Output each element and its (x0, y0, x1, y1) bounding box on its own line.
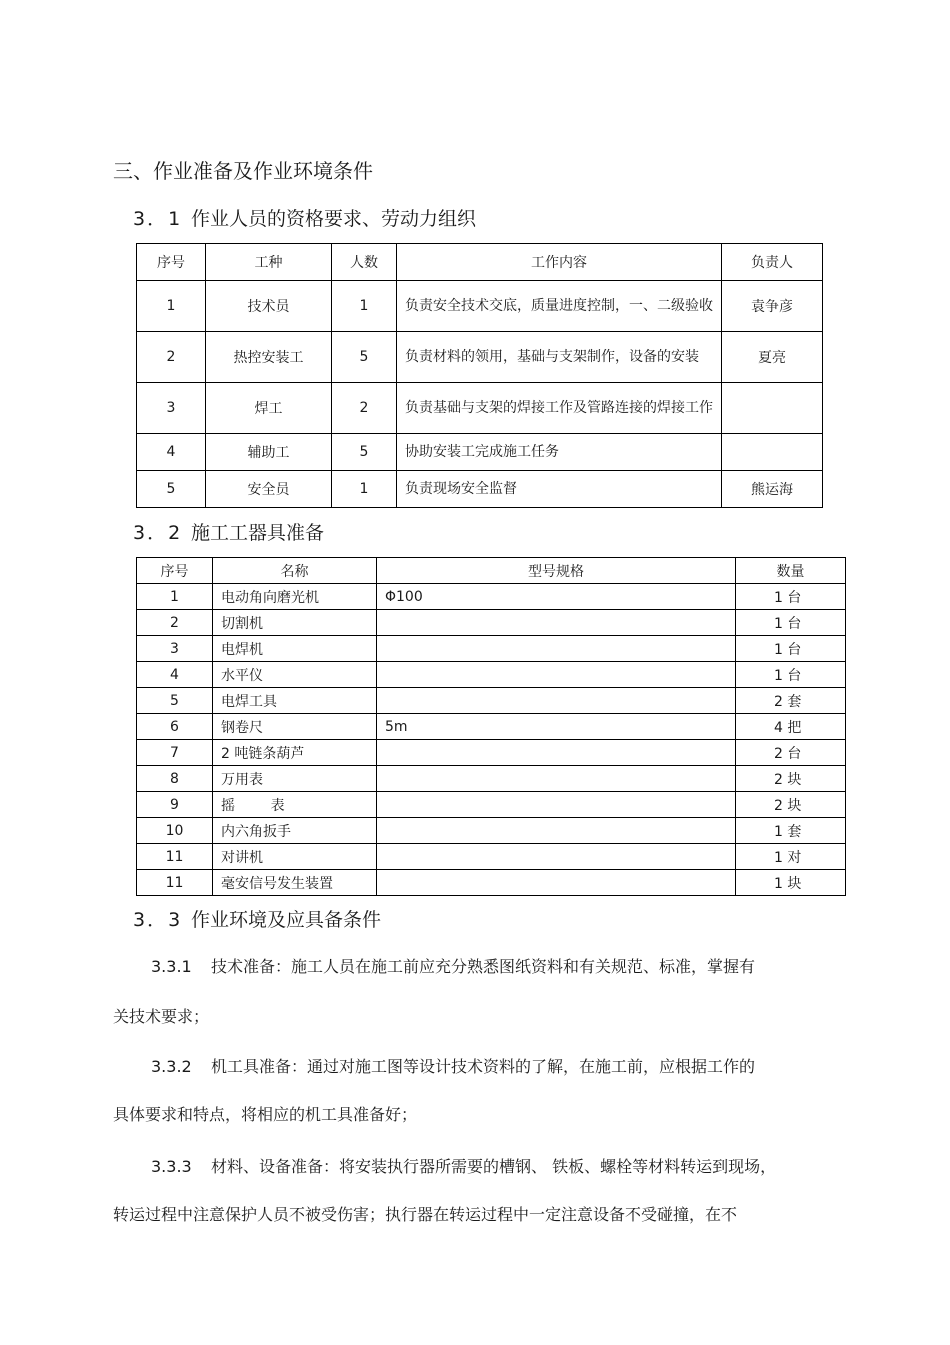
header-cell: 序号 (137, 244, 206, 281)
tool-spec (377, 818, 736, 844)
tool-quantity: 1 台 (736, 636, 846, 662)
subsection-title: 作业人员的资格要求、劳动力组织 (191, 208, 477, 230)
row-number: 3 (137, 636, 213, 662)
header-cell: 工种 (206, 244, 332, 281)
tool-quantity: 2 块 (736, 792, 846, 818)
tool-name: 钢卷尺 (213, 714, 377, 740)
header-cell: 型号规格 (377, 558, 736, 584)
row-number: 9 (137, 792, 213, 818)
table-header-row (137, 558, 846, 584)
person-in-charge: 夏亮 (722, 332, 823, 383)
work-type: 焊工 (206, 383, 332, 434)
row-number: 3 (137, 383, 206, 434)
tool-name: 内六角扳手 (213, 818, 377, 844)
tool-name: 摇 表 (213, 792, 377, 818)
table-row (137, 584, 846, 610)
table-row (137, 471, 823, 508)
section-title: 三、作业准备及作业环境条件 (113, 159, 373, 183)
tool-quantity: 1 台 (736, 610, 846, 636)
header-cell: 负责人 (722, 244, 823, 281)
work-type: 辅助工 (206, 434, 332, 471)
table-row (137, 870, 846, 896)
table-row (137, 844, 846, 870)
row-number: 8 (137, 766, 213, 792)
table-row (137, 688, 846, 714)
tool-quantity: 1 套 (736, 818, 846, 844)
tool-name: 电焊机 (213, 636, 377, 662)
row-number: 5 (137, 688, 213, 714)
tool-quantity: 1 块 (736, 870, 846, 896)
subsection-heading-3-2 (133, 518, 324, 545)
work-content: 负责安全技术交底，质量进度控制，一、二级验收 (397, 281, 722, 332)
header-cell: 工作内容 (397, 244, 722, 281)
work-content: 负责基础与支架的焊接工作及管路连接的焊接工作 (397, 383, 722, 434)
paragraph-text: 技术准备：施工人员在施工前应充分熟悉图纸资料和有关规范、标准，掌握有 (211, 957, 756, 976)
work-content: 协助安装工完成施工任务 (397, 434, 722, 471)
table-row (137, 434, 823, 471)
subsection-heading-3-1 (133, 204, 476, 231)
row-number: 7 (137, 740, 213, 766)
person-in-charge (722, 434, 823, 471)
row-number: 6 (137, 714, 213, 740)
paragraph-continuation: 转运过程中注意保护人员不被受伤害；执行器在转运过程中一定注意设备不受碰撞，在不 (113, 1205, 738, 1224)
tool-name: 2 吨链条葫芦 (213, 740, 377, 766)
table-row (137, 662, 846, 688)
table-row (137, 792, 846, 818)
paragraph-number: 3.3.1 (151, 957, 192, 976)
paragraph-line (113, 1057, 891, 1077)
work-type: 技术员 (206, 281, 332, 332)
table-row (137, 714, 846, 740)
table-row (137, 332, 823, 383)
paragraph-line (113, 957, 891, 977)
tool-quantity: 1 台 (736, 662, 846, 688)
header-cell: 序号 (137, 558, 213, 584)
row-number: 2 (137, 610, 213, 636)
table-row (137, 636, 846, 662)
subsection-title: 施工工器具准备 (191, 522, 325, 544)
paragraph-number: 3.3.2 (151, 1057, 192, 1076)
subsection-heading-3-3 (133, 905, 381, 932)
subsection-number: 3．2 (133, 522, 183, 544)
row-number: 4 (137, 434, 206, 471)
paragraph-continuation: 具体要求和特点，将相应的机工具准备好； (113, 1105, 418, 1124)
tool-quantity: 1 对 (736, 844, 846, 870)
table-row (137, 766, 846, 792)
work-type: 热控安装工 (206, 332, 332, 383)
paragraph-line (113, 1157, 891, 1177)
person-in-charge: 熊运海 (722, 471, 823, 508)
tool-quantity: 2 台 (736, 740, 846, 766)
table-row (137, 740, 846, 766)
row-number: 11 (137, 870, 213, 896)
tool-name: 对讲机 (213, 844, 377, 870)
tools-table (136, 557, 846, 896)
header-cell: 数量 (736, 558, 846, 584)
row-number: 4 (137, 662, 213, 688)
tool-spec (377, 636, 736, 662)
tool-quantity: 1 台 (736, 584, 846, 610)
tool-quantity: 4 把 (736, 714, 846, 740)
tool-spec (377, 766, 736, 792)
header-cell: 名称 (213, 558, 377, 584)
table-row (137, 383, 823, 434)
paragraph-text: 机工具准备：通过对施工图等设计技术资料的了解，在施工前，应根据工作的 (211, 1057, 756, 1076)
header-cell: 人数 (332, 244, 397, 281)
tool-name: 电焊工具 (213, 688, 377, 714)
tool-quantity: 2 块 (736, 766, 846, 792)
tool-spec (377, 844, 736, 870)
tool-name: 水平仪 (213, 662, 377, 688)
tool-spec: 5m (377, 714, 736, 740)
row-number: 1 (137, 584, 213, 610)
tool-spec (377, 662, 736, 688)
row-number: 5 (137, 471, 206, 508)
paragraph-text: 材料、设备准备：将安装执行器所需要的槽钢、 铁板、螺栓等材料转运到现场， (211, 1157, 777, 1176)
tool-spec: Φ100 (377, 584, 736, 610)
table-header-row (137, 244, 823, 281)
work-content: 负责材料的领用，基础与支架制作，设备的安装 (397, 332, 722, 383)
row-number: 11 (137, 844, 213, 870)
subsection-title: 作业环境及应具备条件 (191, 909, 382, 931)
worker-count: 1 (332, 281, 397, 332)
work-content: 负责现场安全监督 (397, 471, 722, 508)
worker-count: 5 (332, 434, 397, 471)
tool-name: 切割机 (213, 610, 377, 636)
person-in-charge (722, 383, 823, 434)
row-number: 1 (137, 281, 206, 332)
table-row (137, 281, 823, 332)
work-type: 安全员 (206, 471, 332, 508)
worker-count: 5 (332, 332, 397, 383)
row-number: 2 (137, 332, 206, 383)
tool-spec (377, 740, 736, 766)
paragraph-number: 3.3.3 (151, 1157, 192, 1176)
table-row (137, 818, 846, 844)
tool-name: 万用表 (213, 766, 377, 792)
worker-count: 1 (332, 471, 397, 508)
tool-spec (377, 792, 736, 818)
row-number: 10 (137, 818, 213, 844)
tool-spec (377, 610, 736, 636)
tool-quantity: 2 套 (736, 688, 846, 714)
tool-name: 电动角向磨光机 (213, 584, 377, 610)
tool-name: 毫安信号发生装置 (213, 870, 377, 896)
personnel-table (136, 243, 823, 508)
paragraph-continuation: 关技术要求； (113, 1007, 210, 1026)
person-in-charge: 袁争彦 (722, 281, 823, 332)
tool-spec (377, 688, 736, 714)
subsection-number: 3．1 (133, 208, 183, 230)
subsection-number: 3．3 (133, 909, 183, 931)
tool-spec (377, 870, 736, 896)
worker-count: 2 (332, 383, 397, 434)
table-row (137, 610, 846, 636)
